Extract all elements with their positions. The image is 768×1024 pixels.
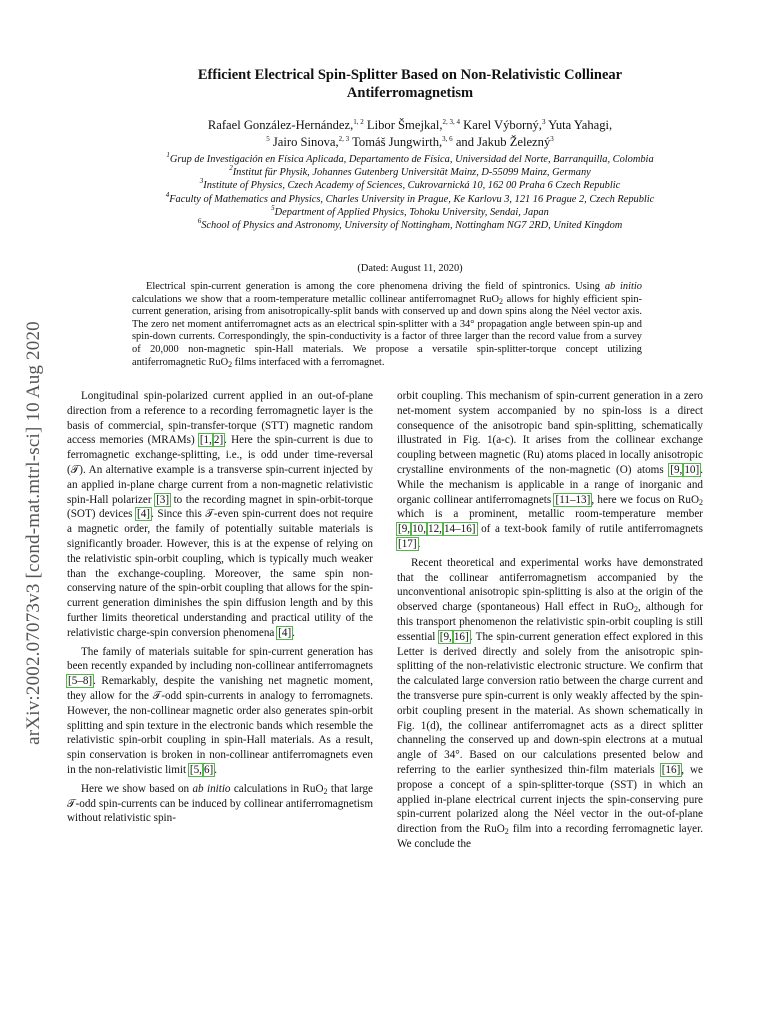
author: Karel Výborný,$^3$ xyxy=(463,118,546,132)
affiliation: $^6$School of Physics and Astronomy, University of Nottingham, Nottingham NG7 2RD, United Kingdom xyxy=(197,217,623,232)
dated-line: (Dated: August 11, 2020) xyxy=(357,263,463,274)
paragraph: The family of materials suitable for spin-current generation has been recently expanded by including non-collinear antiferromagnets [5–8]. Remarkably, despite the vanishing net magnetic moment, they allow for the 𝒯-odd spin-currents in analogy to ferromagnets. However, the non-collinear magnetic order also generates spin-orbit splitting and spin texture in the electronic bands which resemble the relativistic spin-orbit coupling in spin-Hall materials. As a result, spin conservation is broken in non-collinear antiferromagnets even in the non-relativistic limit [5, 6]. xyxy=(67,645,373,776)
paper-title xyxy=(60,66,760,102)
citation-link[interactable]: 16] xyxy=(453,630,469,643)
affiliation: $^4$Faculty of Mathematics and Physics, Charles University in Prague, Ke Karlovu 3, 121 16 Prague 2, Czech Republic xyxy=(165,190,655,205)
citation-link[interactable]: [5, xyxy=(189,763,202,776)
author: 5 xyxy=(266,135,270,143)
affiliation-list xyxy=(60,153,760,232)
citation-link[interactable]: 14–16] xyxy=(443,523,476,536)
citation-link[interactable]: [1, xyxy=(199,434,212,447)
citation-link[interactable]: [11–13] xyxy=(555,493,591,506)
author: Yuta Yahagi, xyxy=(548,118,613,132)
right-column xyxy=(397,389,703,852)
title-line-1: Efficient Electrical Spin-Splitter Based on Non-Relativistic Collinear xyxy=(197,67,623,83)
author: Tomáš Jungwirth,$^{3, 6}$ xyxy=(352,135,453,149)
citation-link[interactable]: [9, xyxy=(670,463,683,476)
citation-link[interactable]: [4] xyxy=(278,626,292,639)
paragraph: Here we show based on ab initio calculations in RuO$_2$ that large 𝒯-odd spin-currents can be induced by collinear antiferromagnetism without relativistic spin- xyxy=(67,782,373,825)
affiliation: $^3$Institute of Physics, Czech Academy of Sciences, Cukrovarnická 10, 162 00 Praha 6 Czech Republic xyxy=(199,177,621,192)
author: Libor Šmejkal,$^{2, 3, 4}$ xyxy=(366,118,460,132)
citation-link[interactable]: 2] xyxy=(213,434,224,447)
affiliation: $^1$Grup de Investigación en Física Aplicada, Departamento de Física, Universidad del Norte, Barranquilla, Colombia xyxy=(166,151,654,165)
paragraph: Recent theoretical and experimental works have demonstrated that the collinear antiferromagnetism accompanied by the unconventional anisotropic spin-splitting is also at the origin of the observed charge (spontaneous) Hall effect in RuO$_2$, although for this transport phenomenon the relativistic spin-orbit coupling is still essential [9, 16]. The spin-current generation effect explored in this Letter is derived directly and solely from the anisotropic spin-splitting of the non-relativistic electronic structure. We confirm that the calculated large conversion ratio between the charge current and the transverse pure spin-current is only weakly affected by the spin-orbit coupling present in the material. As shown schematically in Fig. 1(d), the collinear antiferromagnet acts as a direct splitter channeling the conserved up and down-spin electrons at a mutual angle of 34°. Based on our calculations presented below and referring to the earlier synthesized thin-film materials [16], we propose a concept of a spin-splitter-torque (SST) in which an applied in-plane electrical current injects the spin-conserving pure spin-current polarized along the Néel vector in the out-of-plane direction from the RuO$_2$ film into a recording ferromagnetic layer. We conclude the xyxy=(397,556,703,850)
citation-link[interactable]: 6] xyxy=(203,763,214,776)
abstract: Electrical spin-current generation is among the core phenomena driving the field of spintronics. Using ab initio calculations we show that a room-temperature metallic collinear antiferromagnet RuO$_2$ allows for highly efficient spin-current generation, arising from anisotropically-split bands with conserved up and down spins along the Néel vector axis. The zero net moment antiferromagnet acts as an electrical spin-splitter with a 34° propagation angle between spin-up and spin-down currents. Correspondingly, the spin-conductivity is a factor of three larger than the record value from a survey of 20,000 non-magnetic spin-Hall materials. We propose a versatile spin-splitter-torque concept utilizing antiferromagnetic RuO$_2$ films interfaced with a ferromagnet. xyxy=(132,281,642,369)
arxiv-stamp xyxy=(14,255,54,810)
citation-link[interactable]: [4] xyxy=(137,508,151,521)
paragraph: Longitudinal spin-polarized current applied in an out-of-plane direction from a reference to a recording ferromagnetic layer is the basis of commercial, spin-transfer-torque (STT) magnetic random access memories (MRAMs) [1, 2]. Here the spin-current is due to ferromagnetic exchange-splitting, i.e., is odd under time-reversal (𝒯). An alternative example is a transverse spin-current injected by an applied in-plane charge current from a non-magnetic relativistic spin-Hall polarizer [3] to the recording magnet in spin-orbit-torque (SOT) devices [4]. Since this 𝒯-even spin-current does not require a magnetic order, the family of potentially suitable materials is significantly broader. However, this is at the expense of relying on the relativistic spin-orbit coupling, which is typically much weaker than the exchange-coupling. Moreover, the same spin non-conserving nature of the spin-orbit coupling that allows for the spin-current generation diminishes the spin diffusion length and by this further limits theoretical understanding and practical utility of the relativistic charge-spin conversion phenomena [4]. xyxy=(67,390,373,639)
affiliation: $^2$Institut für Physik, Johannes Gutenberg Universität Mainz, D-55099 Mainz, Germany xyxy=(229,164,591,179)
citation-link[interactable]: 12, xyxy=(428,523,442,536)
citation-link[interactable]: [3] xyxy=(156,493,170,506)
author: Jairo Sinova,$^{2, 3}$ xyxy=(272,135,350,149)
author: and Jakub Železný$^3$ xyxy=(455,135,554,149)
arxiv-stamp-text: arXiv:2002.07073v3 [cond-mat.mtrl-sci] 10 Aug 2020 xyxy=(23,320,44,745)
citation-link[interactable]: [9, xyxy=(439,630,452,643)
paragraph: orbit coupling. This mechanism of spin-current generation in a zero net-moment system accompanied by no spin-loss is a direct consequence of the anisotropic band spin-splitting, schematically illustrated in Fig. 1(a-c). It arises from the collinear exchange coupling between magnetic (Ru) atoms placed in locally anisotropic crystalline environments of the non-magnetic (O) atoms [9, 10]. While the mechanism is applicable in a range of inorganic and organic collinear antiferromagnets [11–13], here we focus on RuO$_2$ which is a prominent, metallic room-temperature member [9, 10, 12, 14–16] of a text-book family of rutile antiferromagnets [17]. xyxy=(397,390,703,550)
citation-link[interactable]: 10] xyxy=(684,463,700,476)
citation-link[interactable]: [16] xyxy=(661,763,681,776)
citation-link[interactable]: [17] xyxy=(398,537,417,550)
left-column xyxy=(67,389,373,826)
citation-link[interactable]: 10, xyxy=(412,523,427,536)
affiliation: $^5$Department of Applied Physics, Tohoku University, Sendai, Japan xyxy=(271,203,549,218)
author: Rafael González-Hernández,$^{1, 2}$ xyxy=(207,118,364,132)
citation-link[interactable]: [5–8] xyxy=(68,675,93,688)
citation-link[interactable]: [9, xyxy=(398,523,411,536)
title-line-2: Antiferromagnetism xyxy=(346,85,474,101)
author-list xyxy=(60,117,760,151)
